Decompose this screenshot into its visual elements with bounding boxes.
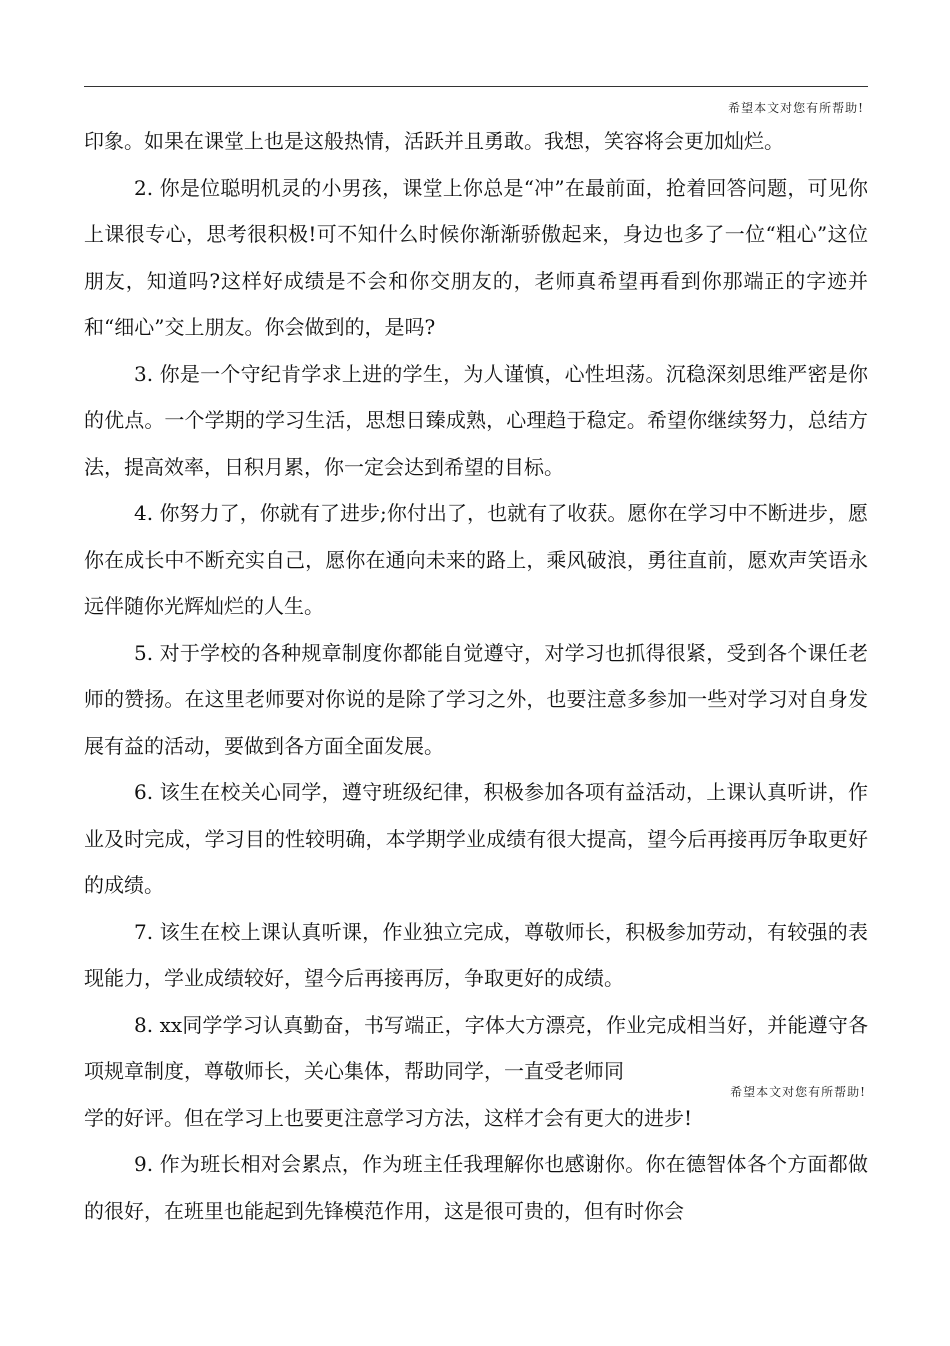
paragraph-7: 7. 该生在校上课认真听课，作业独立完成，尊敬师长，积极参加劳动，有较强的表现能力，学业成绩较好，望今后再接再厉，争取更好的成绩。 — [84, 919, 868, 990]
paragraph-9: 9. 作为班长相对会累点，作为班主任我理解你也感谢你。你在德智体各个方面都做的很好，在班里也能起到先锋模范作用，这是很可贵的，但有时你会 — [84, 1152, 868, 1223]
paragraph-5: 5. 对于学校的各种规章制度你都能自觉遵守，对学习也抓得很紧，受到各个课任老师的赞扬。在这里老师要对你说的是除了学习之外，也要注意多参加一些对学习对自身发展有益的活动，要做到各方面全面发展。 — [84, 640, 868, 758]
document-body — [84, 118, 868, 1234]
paragraph-2: 2. 你是位聪明机灵的小男孩，课堂上你总是“冲”在最前面，抢着回答问题，可见你上课很专心，思考很积极!可不知什么时候你渐渐骄傲起来，身边也多了一位“粗心”这位朋友，知道吗?这样好成绩是不会和你交朋友的，老师真希望再看到你那端正的字迹并和“细心”交上朋友。你会做到的，是吗? — [84, 175, 868, 339]
paragraph-8-continuation: 学的好评。但在学习上也要更注意学习方法，这样才会有更大的进步! — [84, 1105, 693, 1130]
paragraph-3: 3. 你是一个守纪肯学求上进的学生，为人谨慎，心性坦荡。沉稳深刻思维严密是你的优点。一个学期的学习生活，思想日臻成熟，心理趋于稳定。希望你继续努力，总结方法，提高效率，日积月累，你一定会达到希望的目标。 — [84, 361, 868, 479]
header-rule — [84, 86, 868, 87]
page-footer-note: 希望本文对您有所帮助! — [730, 1084, 866, 1099]
paragraph-continuation: 印象。如果在课堂上也是这般热情，活跃并且勇敢。我想，笑容将会更加灿烂。 — [84, 129, 784, 153]
paragraph-6: 6. 该生在校关心同学，遵守班级纪律，积极参加各项有益活动，上课认真听讲，作业及时完成，学习目的性较明确，本学期学业成绩有很大提高，望今后再接再厉争取更好的成绩。 — [84, 780, 868, 897]
paragraph-8: 8. xx同学学习认真勤奋，书写端正，字体大方漂亮，作业完成相当好，并能遵守各项规章制度，尊敬师长，关心集体，帮助同学，一直受老师同 — [84, 1012, 868, 1083]
header-note: 希望本文对您有所帮助! — [728, 101, 864, 115]
paragraph-4: 4. 你努力了，你就有了进步;你付出了，也就有了收获。愿你在学习中不断进步，愿你在成长中不断充实自己，愿你在通向未来的路上，乘风破浪，勇往直前，愿欢声笑语永远伴随你光辉灿烂的人生。 — [84, 501, 868, 618]
